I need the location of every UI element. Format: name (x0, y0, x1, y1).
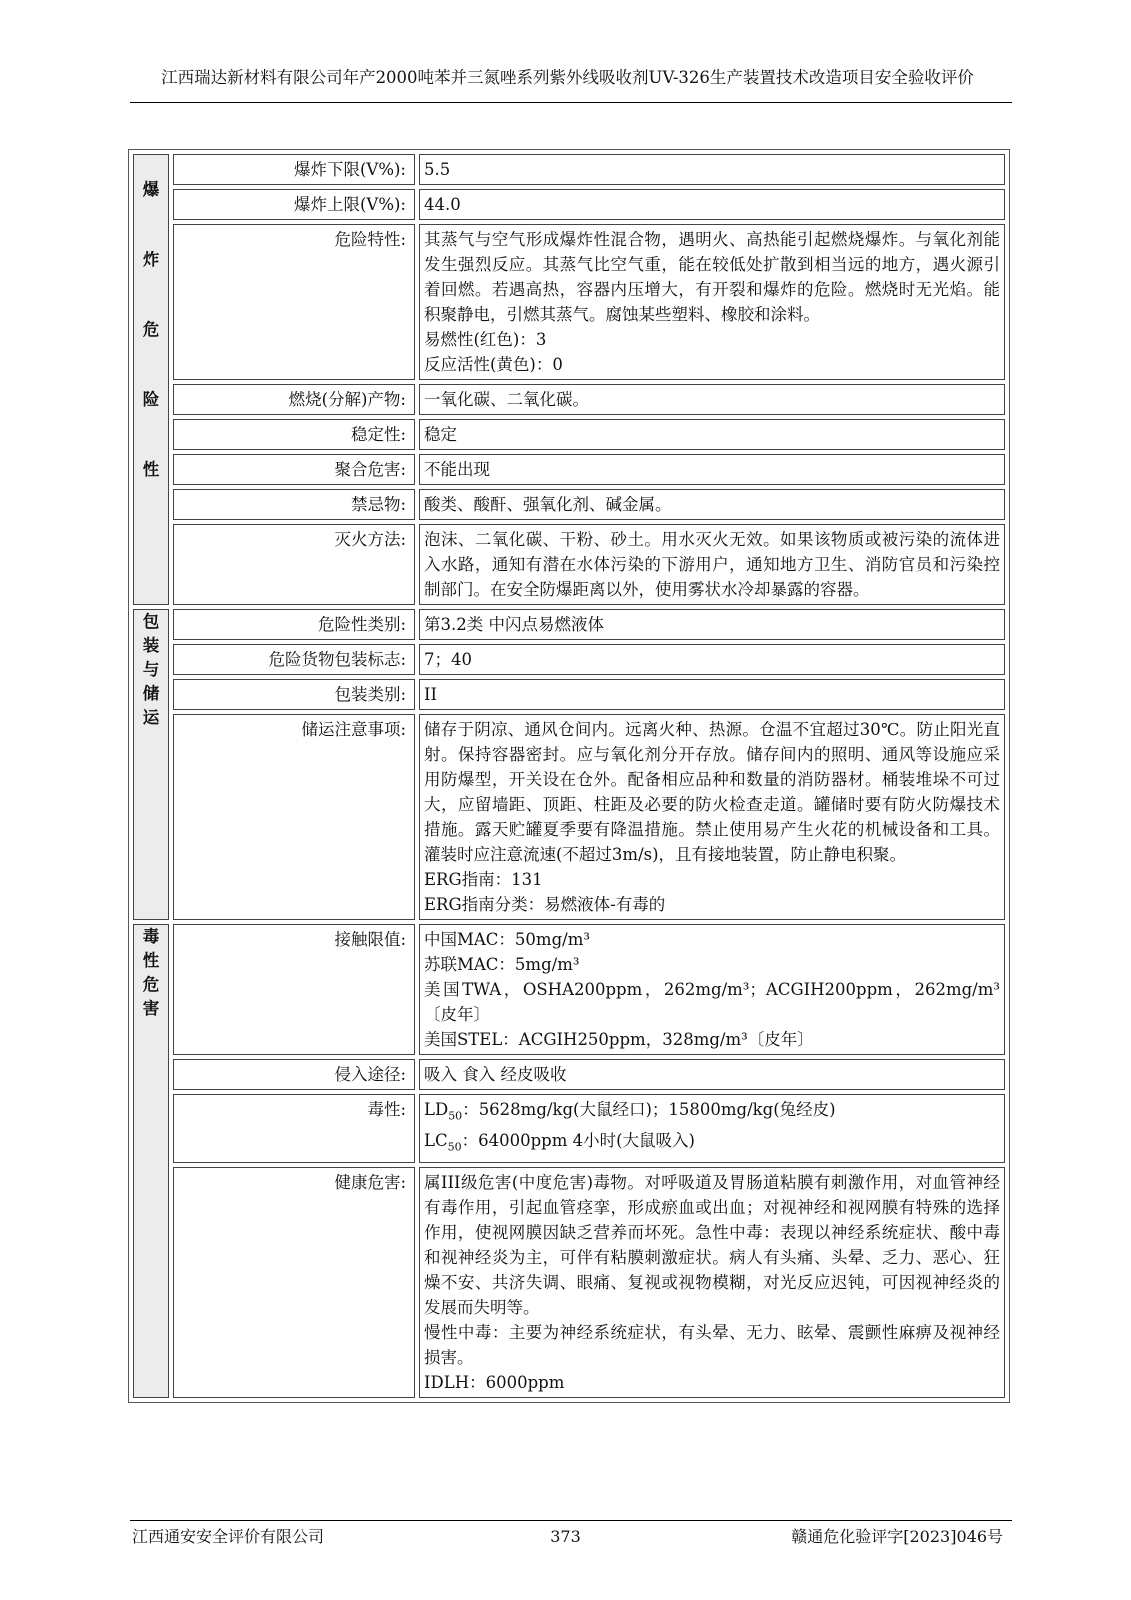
label-lower-limit: 爆炸下限(V%): (173, 154, 415, 185)
value-polymerization: 不能出现 (419, 454, 1005, 485)
value-entry-route: 吸入 食入 经皮吸收 (419, 1059, 1005, 1090)
row-package-mark (133, 644, 1005, 675)
label-entry-route: 侵入途径: (173, 1059, 415, 1090)
row-stability (133, 419, 1005, 450)
value-upper-limit: 44.0 (419, 189, 1005, 220)
section-toxicity-hazard: 毒 性 危 害 (133, 924, 169, 1398)
page-number: 373 (550, 1527, 581, 1546)
section-explosion-hazard: 爆 炸 危 险 性 (133, 154, 169, 605)
footer-rule (130, 1520, 1012, 1521)
label-hazard-category: 危险性类别: (173, 609, 415, 640)
row-combustion-products (133, 384, 1005, 415)
label-upper-limit: 爆炸上限(V%): (173, 189, 415, 220)
row-entry-route (133, 1059, 1005, 1090)
row-upper-limit (133, 189, 1005, 220)
page-header: 江西瑞达新材料有限公司年产2000吨苯并三氮唑系列紫外线吸收剂UV-326生产装置技术改造项目安全验收评价 (161, 68, 974, 87)
row-incompatible (133, 489, 1005, 520)
label-extinguish: 灭火方法: (173, 524, 415, 605)
label-incompatible: 禁忌物: (173, 489, 415, 520)
row-storage-notes (133, 714, 1005, 920)
value-extinguish: 泡沫、二氧化碳、干粉、砂土。用水灭火无效。如果该物质或被污染的流体进入水路，通知有潜在水体污染的下游用户，通知地方卫生、消防官员和污染控制部门。在安全防爆距离以外，使用雾状水冷却暴露的容器。 (419, 524, 1005, 605)
row-hazard-category (133, 609, 1005, 640)
value-health-hazard: 属III级危害(中度危害)毒物。对呼吸道及胃肠道粘膜有刺激作用，对血管神经有毒作用，引起血管痉挛，形成瘀血或出血；对视神经和视网膜有特殊的选择作用，使视网膜因缺乏营养而坏死。急性中毒：表现以神经系统症状、酸中毒和视神经炎为主，可伴有粘膜刺激症状。病人有头痛、头晕、乏力、恶心、狂燥不安、共济失调、眼痛、复视或视物模糊，对光反应迟钝，可因视神经炎的发展而失明等。 慢性中毒：主要为神经系统症状，有头晕、无力、眩晕、震颤性麻痹及视神经损害。 IDLH：6000ppm (419, 1167, 1005, 1398)
label-exposure-limits: 接触限值: (173, 924, 415, 1055)
msds-table (128, 149, 1010, 1403)
row-polymerization (133, 454, 1005, 485)
label-package-mark: 危险货物包装标志: (173, 644, 415, 675)
row-lower-limit (133, 154, 1005, 185)
label-health-hazard: 健康危害: (173, 1167, 415, 1398)
row-exposure-limits (133, 924, 1005, 1055)
row-package-class (133, 679, 1005, 710)
value-hazard-category: 第3.2类 中闪点易燃液体 (419, 609, 1005, 640)
value-stability: 稳定 (419, 419, 1005, 450)
label-package-class: 包装类别: (173, 679, 415, 710)
row-health-hazard (133, 1167, 1005, 1398)
value-exposure-limits: 中国MAC：50mg/m³ 苏联MAC：5mg/m³ 美国TWA，OSHA200ppm，262mg/m³；ACGIH200ppm，262mg/m³〔皮年〕 美国STEL：ACGIH250ppm，328mg/m³〔皮年〕 (419, 924, 1005, 1055)
value-package-mark: 7；40 (419, 644, 1005, 675)
lc50-line: $LC_{50}$：64000ppm 4小时(大鼠吸入) (424, 1131, 695, 1154)
value-storage-notes: 储存于阴凉、通风仓间内。远离火种、热源。仓温不宜超过30℃。防止阳光直射。保持容器密封。应与氧化剂分开存放。储存间内的照明、通风等设施应采用防爆型，开关设在仓外。配备相应品种和数量的消防器材。桶装堆垛不可过大，应留墙距、顶距、柱距及必要的防火检查走道。罐储时要有防火防爆技术措施。露天贮罐夏季要有降温措施。禁止使用易产生火花的机械设备和工具。灌装时应注意流速(不超过3m/s)，且有接地装置，防止静电积聚。 ERG指南：131 ERG指南分类：易燃液体-有毒的 (419, 714, 1005, 920)
value-combustion-products: 一氧化碳、二氧化碳。 (419, 384, 1005, 415)
footer-company: 江西通安安全评价有限公司 (132, 1527, 325, 1546)
header-rule (130, 102, 1012, 103)
ld50-line: $LD_{50}$：5628mg/kg(大鼠经口)；15800mg/kg(兔经皮) (424, 1100, 836, 1123)
label-storage-notes: 储运注意事项: (173, 714, 415, 920)
label-toxicity: 毒性: (173, 1094, 415, 1163)
footer-doc-number: 赣通危化验评字[2023]046号 (791, 1527, 1003, 1546)
value-lower-limit: 5.5 (419, 154, 1005, 185)
label-polymerization: 聚合危害: (173, 454, 415, 485)
label-combustion-products: 燃烧(分解)产物: (173, 384, 415, 415)
section-packaging-storage: 包 装 与 储 运 (133, 609, 169, 920)
value-hazard-properties: 其蒸气与空气形成爆炸性混合物，遇明火、高热能引起燃烧爆炸。与氧化剂能发生强烈反应。其蒸气比空气重，能在较低处扩散到相当远的地方，遇火源引着回燃。若遇高热，容器内压增大，有开裂和爆炸的危险。燃烧时无光焰。能积聚静电，引燃其蒸气。腐蚀某些塑料、橡胶和涂料。 易燃性(红色)：3 反应活性(黄色)：0 (419, 224, 1005, 380)
label-stability: 稳定性: (173, 419, 415, 450)
value-toxicity (419, 1094, 1005, 1163)
row-toxicity (133, 1094, 1005, 1163)
value-incompatible: 酸类、酸酐、强氧化剂、碱金属。 (419, 489, 1005, 520)
label-hazard-properties: 危险特性: (173, 224, 415, 380)
row-extinguish (133, 524, 1005, 605)
value-package-class: II (419, 679, 1005, 710)
row-hazard-properties (133, 224, 1005, 380)
